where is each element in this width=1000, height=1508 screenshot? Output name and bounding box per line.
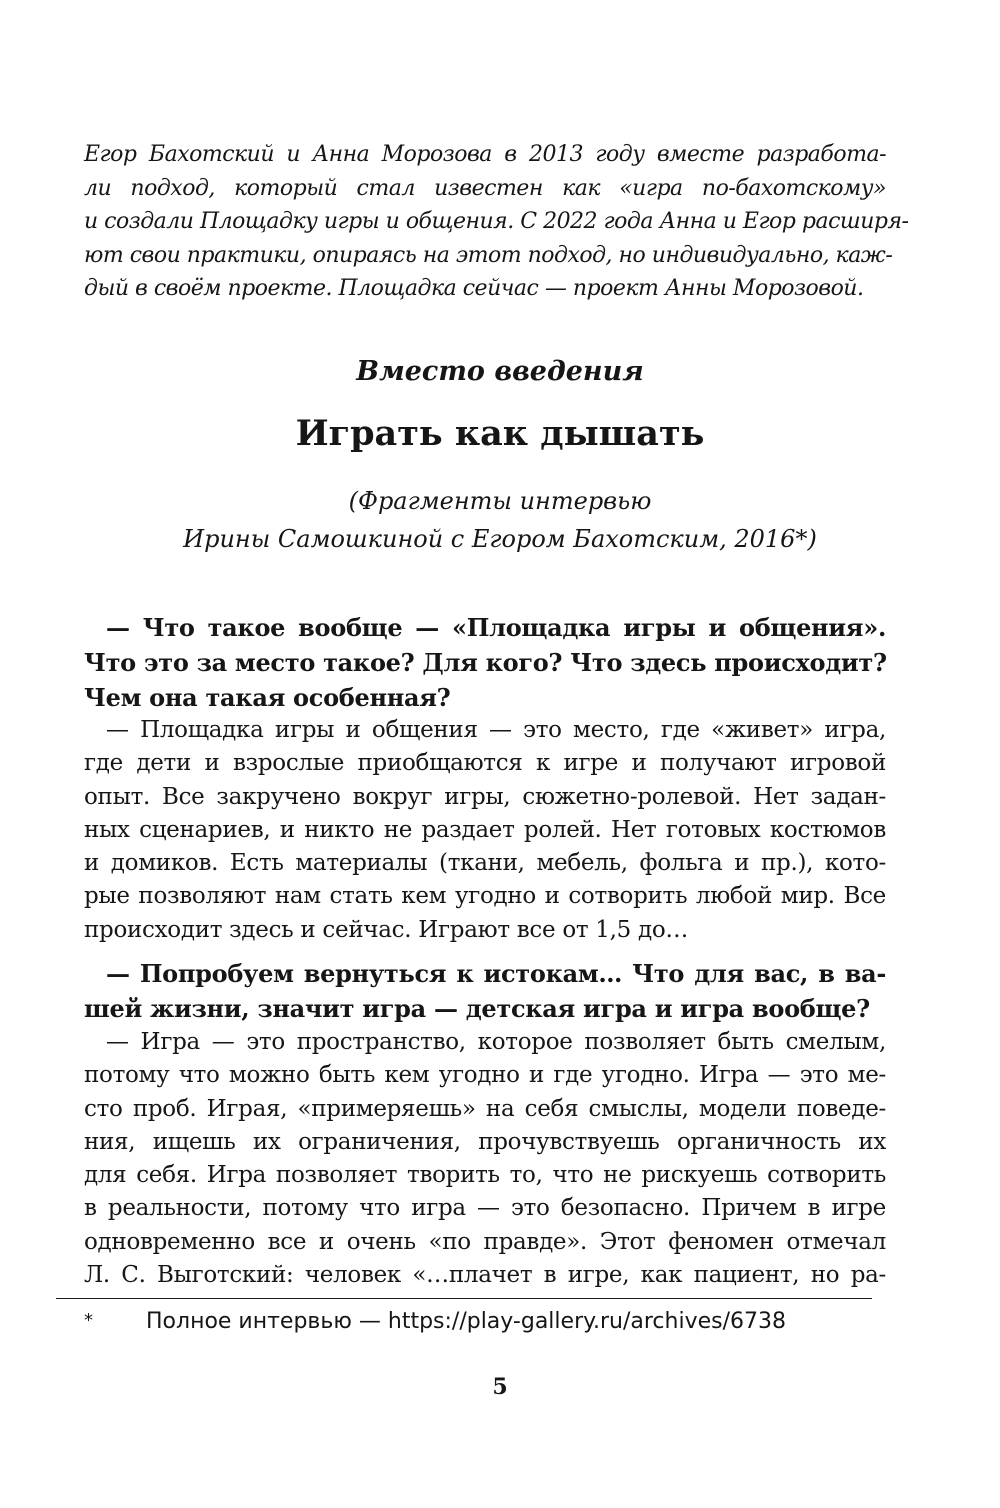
answer-line: Л. С. Выготский: человек «…плачет в игре, как пациент, но ра- [84, 1262, 886, 1289]
answer-line: в реальности, потому что игра — это безопасно. Причем в игре [84, 1195, 886, 1222]
answer-line: для себя. Игра позволяет творить то, что не рискуешь сотворить [84, 1162, 886, 1189]
question-line: Чем она такая особенная? [84, 683, 451, 712]
section-subtitle: Вместо введения [356, 356, 644, 387]
interview-answer [84, 714, 886, 947]
question-line: — Что такое вообще — «Площадка игры и общения». [106, 613, 886, 642]
question-line: шей жизни, значит игра — детская игра и игра вообще? [84, 994, 870, 1023]
interview-question [84, 956, 886, 1026]
answer-line: опыт. Все закручено вокруг игры, сюжетно-ролевой. Нет задан- [84, 783, 886, 810]
intro-paragraph [84, 138, 909, 306]
footnote [84, 1302, 904, 1341]
question-line: — Попробуем вернуться к истокам… Что для вас, в ва- [106, 959, 886, 988]
answer-line: происходит здесь и сейчас. Играют все от 1,5 до… [84, 916, 689, 943]
answer-line: сто проб. Играя, «примеряешь» на себя смыслы, модели поведе- [84, 1095, 886, 1122]
footnote-mark: * [84, 1310, 93, 1331]
credit-line: Ирины Самошкиной с Егором Бахотским, 2016*) [183, 525, 817, 553]
answer-line: — Площадка игры и общения — это место, где «живет» игра, [106, 717, 886, 743]
intro-line: Егор Бахотский и Анна Морозова в 2013 году вместе разработа- [84, 142, 886, 167]
page-number: 5 [492, 1374, 508, 1400]
answer-line: одновременно все и очень «по правде». Этот феномен отмечал [84, 1228, 886, 1255]
answer-line: ных сценариев, и никто не раздает ролей. Нет готовых костюмов [84, 816, 886, 843]
answer-line: — Игра — это пространство, которое позволяет быть смелым, [106, 1029, 886, 1055]
answer-line: где дети и взрослые приобщаются к игре и получают игровой [84, 750, 886, 777]
answer-line: потому что можно быть кем угодно и где угодно. Игра — это ме- [84, 1062, 886, 1089]
footnote-divider [56, 1298, 872, 1299]
interview-credit [120, 482, 880, 558]
intro-line: и создали Площадку игры и общения. С 2022 года Анна и Егор расширя- [84, 209, 909, 234]
credit-line: (Фрагменты интервью [348, 487, 652, 515]
question-line: Что это за место такое? Для кого? Что здесь происходит? [84, 648, 887, 677]
chapter-title: Играть как дышать [295, 413, 705, 454]
footnote-text: Полное интервью — https://play-gallery.ru/archives/6738 [146, 1309, 786, 1334]
answer-line: ния, ищешь их ограничения, прочувствуешь органичность их [84, 1128, 886, 1155]
intro-line: ли подход, который стал известен как «игра по-бахотскому» [84, 175, 886, 201]
intro-line: дый в своём проекте. Площадка сейчас — проект Анны Морозовой. [84, 276, 864, 301]
intro-line: ют свои практики, опираясь на этот подход, но индивидуально, каж- [84, 242, 893, 268]
interview-question [84, 610, 886, 715]
answer-line: и домиков. Есть материалы (ткани, мебель, фольга и пр.), кото- [84, 850, 886, 877]
interview-answer [84, 1026, 886, 1292]
answer-line: рые позволяют нам стать кем угодно и сотворить любой мир. Все [84, 883, 886, 910]
